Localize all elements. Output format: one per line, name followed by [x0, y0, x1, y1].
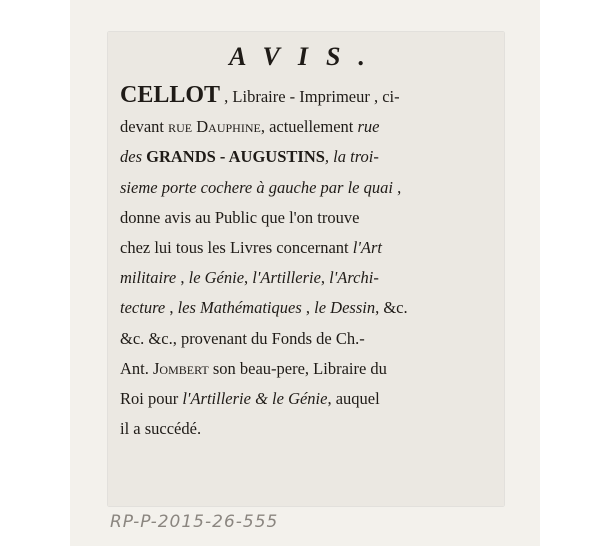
notice-text-run: &c. &c., provenant du Fonds de Ch.-: [120, 328, 365, 348]
notice-text-run: Jombert: [153, 358, 209, 378]
notice-text-run: ,: [392, 177, 402, 197]
notice-text-run: l'Artillerie & le Génie: [182, 389, 328, 409]
notice-text-run: , actuellement: [260, 117, 358, 137]
notice-line: [120, 263, 494, 293]
notice-text-run: ,: [176, 268, 189, 288]
notice-line: [120, 414, 494, 444]
notice-line: [120, 233, 494, 263]
notice-text-run: le Dessin: [314, 298, 376, 318]
notice-text-run: rue Dauphine: [168, 117, 261, 137]
notice-line: [120, 293, 494, 323]
notice-text-run: devant: [120, 117, 169, 137]
notice-text-run: des: [120, 147, 147, 167]
notice-text-run: il a succédé.: [120, 419, 202, 439]
notice-text-run: les Mathématiques: [177, 298, 302, 318]
notice-line: [120, 384, 494, 414]
notice-line: [120, 173, 494, 203]
notice-text-run: , la troi-: [324, 147, 379, 167]
printed-notice-card: [108, 32, 504, 506]
notice-text-run: l'Art: [352, 238, 382, 258]
notice-text-run: rue: [357, 117, 380, 137]
notice-text-run: donne avis au Public que l'on trouve: [120, 207, 360, 227]
notice-title: AVIS.: [229, 42, 383, 71]
notice-text-run: , &c.: [375, 298, 408, 318]
notice-line: [120, 203, 494, 233]
notice-text-run: militaire: [120, 268, 177, 288]
notice-text-run: sieme porte cochere à gauche par le quai: [120, 177, 393, 197]
notice-text-run: le Génie: [188, 268, 245, 288]
notice-line: [120, 354, 494, 384]
notice-text-run: ,: [165, 298, 178, 318]
notice-text-run: ,: [320, 268, 330, 288]
notice-text-run: , auquel: [327, 389, 380, 409]
notice-line: [120, 80, 494, 112]
notice-text-run: chez lui tous les Livres concernant: [120, 238, 353, 258]
notice-line: [120, 112, 494, 142]
notice-body: [120, 80, 494, 444]
notice-text-run: tecture: [120, 298, 166, 318]
notice-text-run: CELLOT: [120, 82, 221, 108]
notice-line: [120, 324, 494, 354]
notice-text-run: l'Artillerie: [252, 268, 321, 288]
notice-text-run: Ant.: [120, 358, 153, 378]
notice-line: [120, 142, 494, 172]
notice-text-run: son beau-pere, Libraire du: [208, 358, 387, 378]
notice-text-run: GRANDS - AUGUSTINS: [146, 147, 325, 167]
notice-text-run: ,: [244, 268, 253, 288]
inventory-number: RP-P-2015-26-555: [110, 512, 279, 532]
notice-text-run: ,: [301, 298, 315, 318]
notice-text-run: , Libraire - Imprimeur , ci-: [220, 87, 400, 106]
notice-text-run: Roi pour: [120, 389, 183, 409]
notice-text-run: l'Archi-: [329, 268, 379, 288]
